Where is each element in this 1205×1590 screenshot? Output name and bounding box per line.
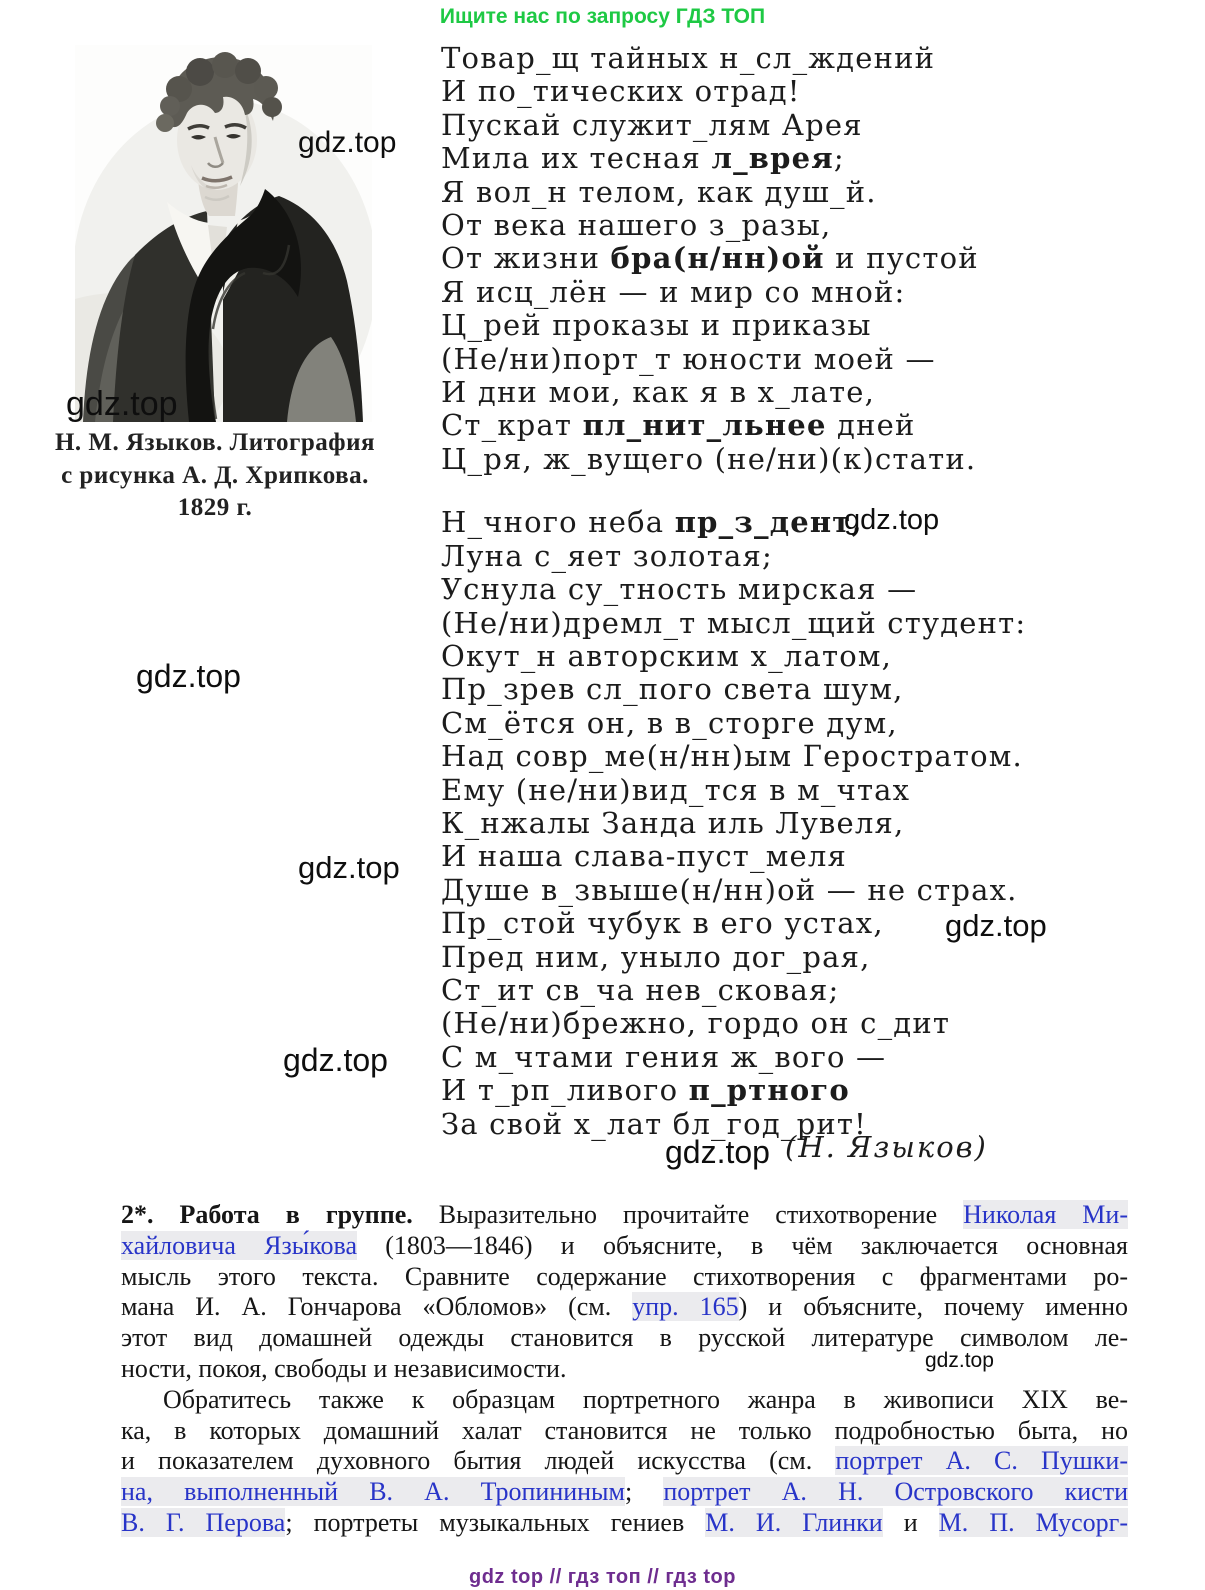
- text: См_ётся он, в в_сторге дум,: [441, 705, 898, 740]
- watermark: gdz.top: [136, 658, 241, 694]
- text: Н_чного неба: [441, 505, 675, 540]
- exercise-line: [121, 1292, 1128, 1323]
- text: Пр_стой чубук в его устах,: [441, 906, 884, 941]
- exercise-line: [121, 1200, 1128, 1231]
- text: Душе в_звыше(н/нн)ой — не страх.: [441, 872, 1018, 907]
- poem-line: [441, 974, 1026, 1007]
- bold-text: пр_з_дент,: [674, 505, 863, 540]
- text: Я исц_лён — и мир со мной:: [441, 274, 906, 309]
- hyperlink[interactable]: хайловича Язы́кова: [121, 1230, 357, 1260]
- poem-line: [441, 242, 1026, 275]
- poem-line: [441, 874, 1026, 907]
- poem-line: [441, 1074, 1026, 1107]
- text: Товар_щ тайных н_сл_ждений: [441, 41, 936, 75]
- poem-author-signature: (Н. Языков): [785, 1130, 988, 1164]
- text: И по_тических отрад!: [441, 74, 801, 109]
- text: ;: [624, 1477, 664, 1507]
- poem-line: [441, 807, 1026, 840]
- poem-line: [441, 573, 1026, 606]
- watermark: gdz.top: [945, 908, 1047, 943]
- poem-line: [441, 142, 1026, 175]
- poem-line: [441, 1007, 1026, 1040]
- text: Окут_н авторским х_латом,: [441, 638, 893, 673]
- text: ; портреты музыкальных гениев: [285, 1507, 706, 1537]
- exercise-line: [121, 1446, 1128, 1477]
- poem-line: [441, 740, 1026, 773]
- text: Обратитесь также к образцам портретного жанра в живописи XIX ве-: [163, 1384, 1128, 1414]
- poem-line: [441, 176, 1026, 209]
- poem: [441, 42, 1026, 1141]
- watermark: gdz.top: [925, 1349, 994, 1372]
- poem-line: [441, 109, 1026, 142]
- text: Луна с_яет золотая;: [441, 538, 773, 573]
- lithograph-portrait-drawing: [75, 45, 372, 422]
- text: От века нашего з_разы,: [441, 208, 832, 243]
- text: Я вол_н телом, как душ_й.: [441, 174, 877, 209]
- caption-line: с рисунка А. Д. Хрипкова.: [61, 461, 369, 489]
- text: и: [882, 1507, 939, 1537]
- text: ;: [833, 141, 845, 176]
- poem-line: [441, 276, 1026, 309]
- hyperlink[interactable]: на, выполненный В. А. Тропининым: [121, 1477, 625, 1507]
- text: этот вид домашней одежды становится в русской литературе символом ле-: [121, 1323, 1128, 1353]
- text: ) и объясните, почему именно: [738, 1292, 1128, 1322]
- exercise-line: [121, 1416, 1128, 1447]
- text: Пускай служит_лям Арея: [441, 107, 863, 142]
- hyperlink[interactable]: Николая Ми-: [963, 1200, 1128, 1229]
- exercise-line: [121, 1262, 1128, 1293]
- text: И т_рп_ливого: [441, 1073, 689, 1108]
- text: Ц_рей проказы и приказы: [441, 308, 872, 343]
- text: От жизни: [441, 241, 611, 276]
- text: Пред ним, уныло дог_рая,: [441, 939, 871, 974]
- poem-line: [441, 941, 1026, 974]
- watermark: gdz.top: [298, 850, 400, 885]
- text: За свой х_лат бл_год_рит!: [441, 1106, 867, 1141]
- bold-text: 2*. Работа в группе.: [121, 1200, 413, 1229]
- poem-line: [441, 540, 1026, 573]
- text: К_нжалы Занда иль Лувеля,: [441, 805, 905, 840]
- text: С м_чтами гения ж_вого —: [441, 1039, 887, 1074]
- poem-stanza-2: [441, 506, 1026, 1141]
- text: Выразительно прочитайте стихотворение: [412, 1200, 964, 1229]
- footer-text: gdz top // гдз топ // гдз top: [469, 1566, 736, 1588]
- text: и показателем духовного бытия людей искусства (см.: [121, 1446, 836, 1476]
- poem-line: [441, 209, 1026, 242]
- watermark: gdz.top: [283, 1042, 388, 1078]
- promo-banner: Ищите нас по запросу ГДЗ ТОП: [439, 5, 766, 28]
- text: Ст_крат: [441, 408, 583, 443]
- text: Над совр_ме(н/нн)ым Геростратом.: [441, 739, 1023, 774]
- poem-line: [441, 409, 1026, 442]
- poem-line: [441, 1041, 1026, 1074]
- poem-line: [441, 707, 1026, 740]
- text: И наша слава-пуст_меля: [441, 839, 847, 874]
- poem-line: [441, 309, 1026, 342]
- text: Ст_ит св_ча нев_сковая;: [441, 972, 840, 1007]
- bold-text: л_врея: [711, 141, 834, 176]
- hyperlink[interactable]: М. И. Глинки: [705, 1507, 883, 1537]
- poem-line: [441, 907, 1026, 940]
- text: Уснула су_тность мирская —: [441, 572, 918, 607]
- text: ности, покоя, свободы и независимости.: [121, 1353, 567, 1383]
- poem-line: [441, 673, 1026, 706]
- text: Пр_зрев сл_пого света шум,: [441, 672, 904, 707]
- text: Ему (не/ни)вид_тся в м_чтах: [441, 772, 911, 807]
- poem-line: [441, 443, 1026, 476]
- poem-line: [441, 343, 1026, 376]
- portrait-caption: [50, 427, 380, 525]
- watermark: gdz.top: [66, 385, 178, 423]
- caption-line: 1829 г.: [177, 494, 253, 521]
- bold-text: п_ртного: [688, 1073, 850, 1108]
- poem-line: [441, 607, 1026, 640]
- text: Мила их тесная: [441, 141, 712, 176]
- text: (Не/ни)порт_т юности моей —: [441, 341, 936, 376]
- text: (Не/ни)дремл_т мысл_щий студент:: [441, 605, 1027, 640]
- poem-line: [441, 75, 1026, 108]
- text: Ц_ря, ж_вущего (не/ни)(к)стати.: [441, 441, 977, 476]
- exercise-line: [121, 1508, 1128, 1539]
- exercise-line: [121, 1231, 1128, 1262]
- hyperlink[interactable]: В. Г. Перова: [121, 1507, 286, 1537]
- text: мысль этого текста. Сравните содержание стихотворения с фрагментами ро-: [121, 1261, 1128, 1291]
- watermark: gdz.top: [844, 504, 940, 536]
- caption-line: Н. М. Языков. Литография: [54, 429, 376, 456]
- text: дней: [826, 408, 916, 443]
- exercise-line: [121, 1385, 1128, 1416]
- text: (Не/ни)брежно, гордо он с_дит: [441, 1006, 951, 1041]
- text: мана И. А. Гончарова «Обломов» (см.: [121, 1292, 633, 1322]
- poem-line: [441, 774, 1026, 807]
- exercise-line: [121, 1477, 1128, 1508]
- poem-line: [441, 376, 1026, 409]
- text: и пустой: [824, 241, 979, 276]
- poem-stanza-1: [441, 42, 1026, 476]
- hyperlink[interactable]: портрет А. Н. Островского кисти: [663, 1477, 1128, 1507]
- poem-line: [441, 840, 1026, 873]
- bold-text: бра(н/нн)ой: [610, 241, 825, 276]
- poem-line: [441, 42, 1026, 75]
- hyperlink[interactable]: М. П. Мусорг-: [938, 1507, 1128, 1537]
- text: ка, в которых домашний халат становится не только подробностью быта, но: [121, 1415, 1128, 1445]
- poem-line: [441, 640, 1026, 673]
- bold-text: пл_нит_льнее: [582, 408, 827, 443]
- portrait-image: [75, 45, 372, 422]
- watermark: gdz.top: [665, 1134, 770, 1170]
- text: И дни мои, как я в х_лате,: [441, 375, 876, 410]
- text: (1803—1846) и объясните, в чём заключается основная: [357, 1230, 1128, 1260]
- hyperlink[interactable]: портрет А. С. Пушки-: [835, 1446, 1128, 1476]
- watermark: gdz.top: [298, 126, 397, 159]
- hyperlink[interactable]: упр. 165: [632, 1292, 739, 1322]
